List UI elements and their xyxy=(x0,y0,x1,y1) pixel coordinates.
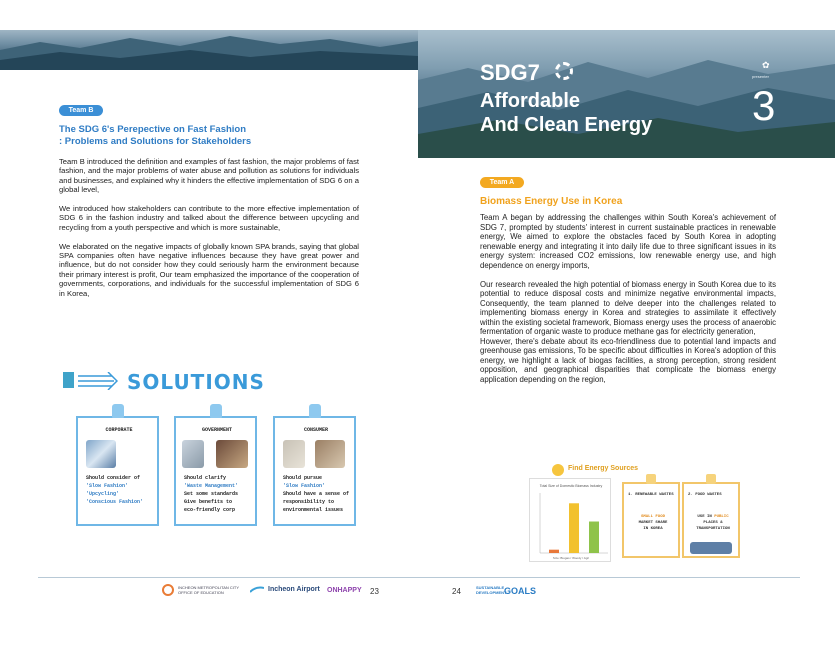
airport-logo-icon xyxy=(250,586,264,594)
right-page-body xyxy=(480,213,776,394)
footer-divider xyxy=(38,577,800,578)
card-heading: GOVERNMENT xyxy=(201,427,232,433)
solutions-heading: SOLUTIONS xyxy=(127,370,265,394)
sdg-footer-line: SUSTAINABLE xyxy=(476,585,505,590)
card-highlight: 'Slow Fashion' xyxy=(283,483,326,489)
office-line: OFFICE OF EDUCATION xyxy=(178,590,224,595)
subtitle-line: And Clean Energy xyxy=(480,114,653,136)
right-page-title: Biomass Energy Use in Korea xyxy=(480,196,623,207)
card-line: eco-friendly corp xyxy=(184,507,236,513)
card-line: Give benefits to xyxy=(184,499,233,505)
card-line: responsibility to xyxy=(283,499,335,505)
pin-icon xyxy=(706,474,716,484)
left-title-line2: : Problems and Solutions for Stakeholders xyxy=(59,136,252,147)
card-highlight: PUBLIC xyxy=(714,515,729,519)
card-highlight: 'Upcycling' xyxy=(86,491,120,497)
subtitle-line: Affordable xyxy=(480,90,580,112)
card-line: Set some standards xyxy=(184,491,239,497)
chart-title: Total Size of Domestic Biomass Industry xyxy=(539,484,603,488)
government-photo-2 xyxy=(216,440,248,468)
consumer-photo-2 xyxy=(315,440,345,468)
airport-logo-text: Incheon Airport xyxy=(268,586,320,593)
card-heading: CONSUMER xyxy=(303,427,328,433)
chart-caption: Size: Biogas / Woody / Agri xyxy=(552,556,590,560)
chart-bar xyxy=(569,503,579,553)
government-photo-1 xyxy=(182,440,204,468)
sdg7-label: SDG7 xyxy=(480,60,540,85)
flower-icon: ✿ xyxy=(762,60,770,70)
card-line: USE IN xyxy=(697,515,712,519)
card-highlight: 'Conscious Fashion' xyxy=(86,499,144,505)
sdg-footer-line: DEVELOPMENT xyxy=(476,590,507,595)
mountain-banner-left xyxy=(0,30,418,70)
page-number-right: 24 xyxy=(452,587,461,596)
presenter-number: 3 xyxy=(752,82,776,129)
onhappy-logo: ONHAPPY xyxy=(327,587,362,594)
goals-logo: GOALS xyxy=(504,586,537,596)
sdg6-tile-icon xyxy=(63,372,74,388)
card-text xyxy=(283,474,353,514)
left-page-title xyxy=(59,124,359,148)
right-paragraph: Our research revealed the high potential of biomass energy in South Korea due to its potential to reduce disposal costs and minimize negative environmental impacts, Consequently, the team planned to delve deeper into the challenges related to implementing biomass energy in Korea and strategies to assimilate it effectively within the existing societal framework, Biomass energy uses the process of anaerobic fermentation of organic waste to produce methane gas for electricity generation, xyxy=(480,279,776,336)
page-number-left: 23 xyxy=(370,587,379,596)
left-paragraph: Team B introduced the definition and examples of fast fashion, the major problems of fast fashion, and the major problems of water abuse and pollution as solutions for individuals and businesses, and explained why it hinders the effective implementation of SDG 6 on a global level, xyxy=(59,157,359,195)
sdg-footer-text xyxy=(476,585,507,595)
biomass-chart xyxy=(529,478,611,562)
bus-photo xyxy=(690,542,732,554)
pin-icon xyxy=(210,404,222,418)
left-paragraph: We elaborated on the negative impacts of globally known SPA brands, saying that global SPA companies often have negative influences because they have great power and influence, but do not consider how they could seriously harm the environment because their primary interest is profit, Our team emphasized the importance of the cooperation of governments, corporations, and individuals for the successful implementation of SDG 6 in Korea, xyxy=(59,241,359,298)
card-line: Should consider of xyxy=(86,475,141,481)
right-paragraph: Team A began by addressing the challenges within South Korea's achievement of SDG 7, prompted by students' interest in current sustainable practices in renewable energy, We aimed to explore the obstacles faced by South Korea in adopting renewable energy and integrating it into daily life due to three significant issues in its energy system: increased CO2 emissions, low renewable energy use, and high dependence on energy imports, xyxy=(480,213,776,270)
government-card xyxy=(174,416,257,526)
card-text xyxy=(628,514,678,532)
left-page-body xyxy=(59,157,359,307)
sdg-ring-icon xyxy=(555,62,573,80)
left-paragraph: We introduced how stakeholders can contribute to the more effective implementation of SDG 6 in the fashion industry and talked about the difference between upcycling and recycling from a youth perspective and which is more sustainable, xyxy=(59,204,359,232)
corporate-photo xyxy=(86,440,116,468)
bar-chart-svg xyxy=(530,479,612,563)
card-highlight: 'Slow Fashion' xyxy=(86,483,129,489)
chart-bar xyxy=(589,522,599,553)
arrow-lines-icon xyxy=(78,372,118,390)
lightbulb-icon xyxy=(552,464,564,476)
card-text xyxy=(86,474,156,506)
food-wastes-card xyxy=(682,482,740,558)
card-text xyxy=(184,474,254,514)
corporate-card xyxy=(76,416,159,526)
card-highlight: 'Waste Management' xyxy=(184,483,239,489)
card-heading: CORPORATE xyxy=(105,427,133,433)
card-line: TRANSPORTATION xyxy=(696,527,730,531)
card-line: PLACES & xyxy=(703,521,723,525)
team-b-badge: Team B xyxy=(59,105,103,116)
card-line: environmental issues xyxy=(283,507,344,513)
education-office-logo-icon xyxy=(162,584,174,596)
card-line: SMALL FOOD xyxy=(640,515,665,519)
card-line: MARKET SHARE xyxy=(638,521,668,525)
team-a-badge: Team A xyxy=(480,177,524,188)
presenter-label: presenter xyxy=(752,74,769,79)
card-title: 1. RENEWABLE WASTES xyxy=(628,493,674,497)
card-text xyxy=(688,514,738,532)
chart-bar xyxy=(549,550,559,553)
education-office-text xyxy=(178,585,248,595)
right-paragraph: However, there's debate about its eco-friendliness due to potential land impacts and greenhouse gas emissions, To be specific about difficulties in Korea's adoption of this energy, we highlight a lack of biogas facilities, a strong perception, strong resident opposition, and geographical disparities that complicate the biomass energy application depending on the region, xyxy=(480,336,776,384)
pin-icon xyxy=(309,404,321,418)
left-title-line1: The SDG 6's Perepective on Fast Fashion xyxy=(59,124,247,135)
office-line: INCHEON METROPOLITAN CITY xyxy=(178,585,240,590)
pin-icon xyxy=(112,404,124,418)
consumer-photo-1 xyxy=(283,440,305,468)
card-line: IN KOREA xyxy=(643,527,663,531)
find-energy-title: Find Energy Sources xyxy=(568,465,639,472)
sdg7-subtitle xyxy=(480,89,710,137)
card-line: Should pursue xyxy=(283,475,323,481)
card-line: Should have a sense of xyxy=(283,491,350,497)
pin-icon xyxy=(646,474,656,484)
card-line: Should clarify xyxy=(184,475,227,481)
renewable-wastes-card xyxy=(622,482,680,558)
consumer-card xyxy=(273,416,356,526)
card-title: 2. FOOD WASTES xyxy=(688,493,722,497)
